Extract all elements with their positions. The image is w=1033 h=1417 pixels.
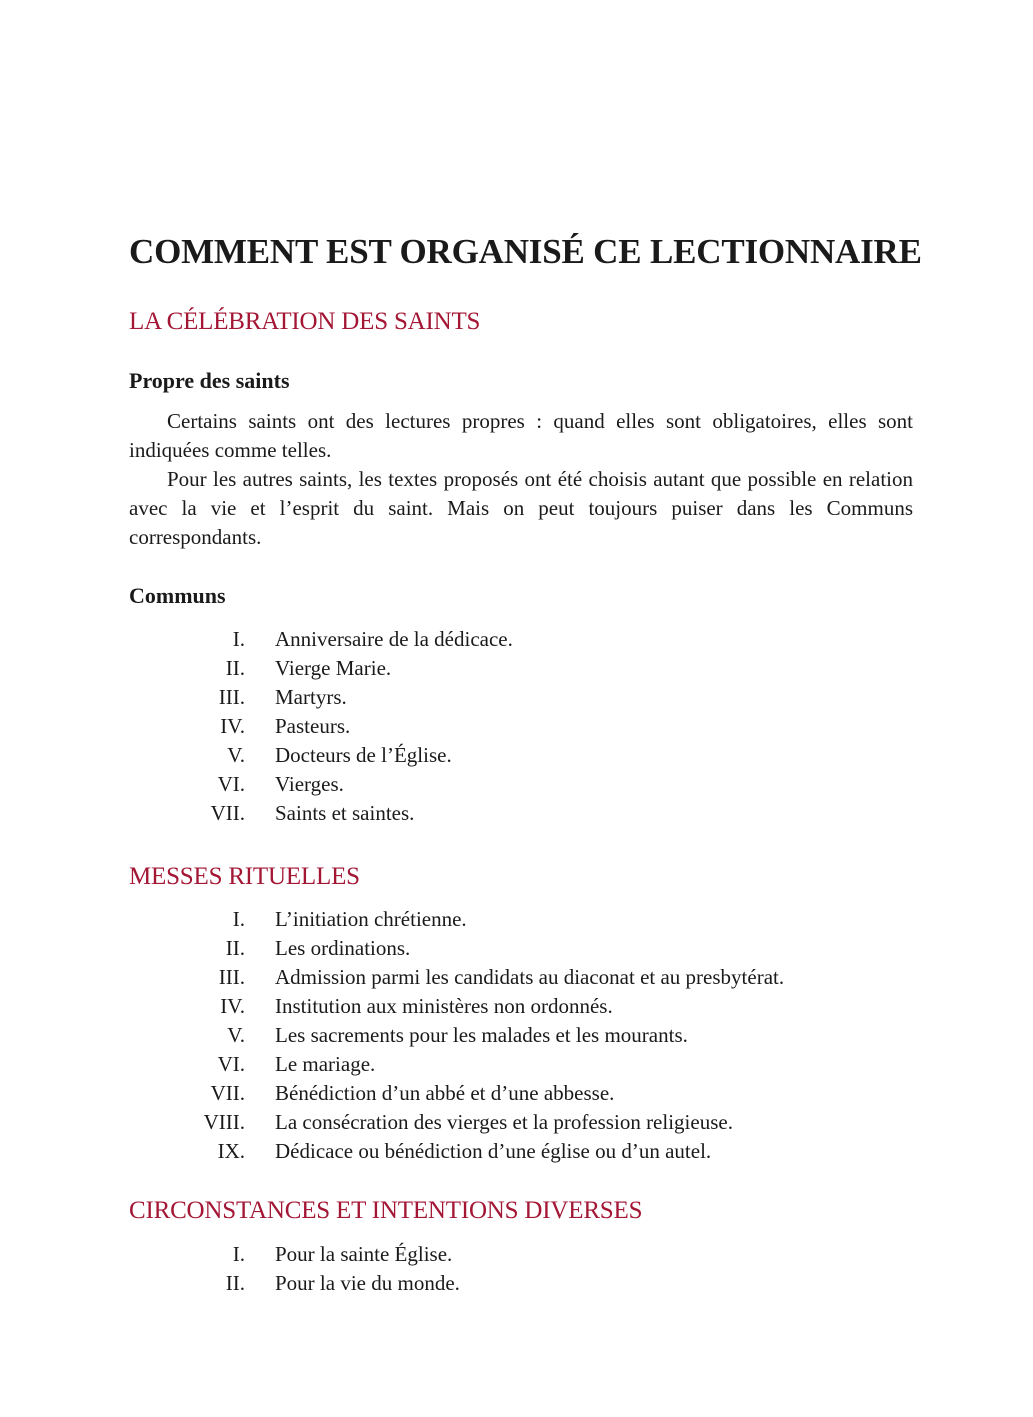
- item-number: II.: [225, 656, 245, 680]
- paragraph: Certains saints ont des lectures propres : quand elles sont obligatoires, elles sont indiquées comme telles.: [129, 409, 913, 462]
- item-label: Vierge Marie.: [275, 656, 392, 680]
- item-number: IV.: [220, 994, 245, 1018]
- circonstances-list: [129, 1240, 913, 1298]
- item-number: I.: [232, 907, 245, 931]
- page-title: COMMENT EST ORGANISÉ CE LECTIONNAIRE: [129, 232, 922, 271]
- subheading-communs: Communs: [129, 583, 226, 608]
- list-item: [129, 683, 913, 712]
- section-heading-circonstances: CIRCONSTANCES ET INTENTIONS DIVERSES: [129, 1197, 643, 1224]
- item-label: Les ordinations.: [275, 936, 411, 960]
- item-label: Admission parmi les candidats au diaconat et au presbytérat.: [275, 965, 785, 989]
- rituelles-list: [129, 905, 913, 1166]
- item-label: Pour la sainte Église.: [275, 1242, 453, 1266]
- item-label: La consécration des vierges et la profession religieuse.: [275, 1110, 733, 1134]
- list-item: [129, 963, 913, 992]
- item-label: Bénédiction d’un abbé et d’une abbesse.: [275, 1081, 615, 1105]
- item-label: Le mariage.: [275, 1052, 376, 1076]
- list-item: [129, 1021, 913, 1050]
- list-item: [129, 1050, 913, 1079]
- list-item: [129, 992, 913, 1021]
- page: [129, 232, 922, 1298]
- item-number: I.: [232, 627, 245, 651]
- item-number: V.: [227, 1023, 245, 1047]
- subheading-propre: Propre des saints: [129, 368, 290, 393]
- item-number: VI.: [217, 1052, 245, 1076]
- section-heading-rituelles: MESSES RITUELLES: [129, 863, 360, 890]
- item-number: VII.: [210, 801, 245, 825]
- item-number: II.: [225, 936, 245, 960]
- list-item: [129, 1269, 913, 1298]
- item-label: Institution aux ministères non ordonnés.: [275, 994, 613, 1018]
- item-number: IV.: [220, 714, 245, 738]
- list-item: [129, 1079, 913, 1108]
- list-item: [129, 1108, 913, 1137]
- item-number: VII.: [210, 1081, 245, 1105]
- list-item: [129, 934, 913, 963]
- item-number: III.: [218, 685, 245, 709]
- list-item: [129, 1240, 913, 1269]
- list-item: [129, 712, 913, 741]
- item-label: Pasteurs.: [275, 714, 351, 738]
- list-item: [129, 741, 913, 770]
- item-number: II.: [225, 1271, 245, 1295]
- communs-list: [129, 625, 913, 828]
- list-item: [129, 799, 913, 828]
- item-label: Les sacrements pour les malades et les mourants.: [275, 1023, 688, 1047]
- item-label: Saints et saintes.: [275, 801, 415, 825]
- item-number: IX.: [217, 1139, 245, 1163]
- list-item: [129, 1137, 913, 1166]
- list-item: [129, 770, 913, 799]
- item-label: Dédicace ou bénédiction d’une église ou d’un autel.: [275, 1139, 712, 1163]
- list-item: [129, 905, 913, 934]
- item-number: III.: [218, 965, 245, 989]
- item-label: Martyrs.: [275, 685, 347, 709]
- item-label: Anniversaire de la dédicace.: [275, 627, 513, 651]
- item-number: V.: [227, 743, 245, 767]
- section-heading-celebration: LA CÉLÉBRATION DES SAINTS: [129, 308, 481, 335]
- item-number: VI.: [217, 772, 245, 796]
- list-item: [129, 654, 913, 683]
- item-label: Pour la vie du monde.: [275, 1271, 460, 1295]
- item-number: VIII.: [203, 1110, 245, 1134]
- item-number: I.: [232, 1242, 245, 1266]
- list-item: [129, 625, 913, 654]
- item-label: Vierges.: [275, 772, 344, 796]
- paragraph: Pour les autres saints, les textes proposés ont été choisis autant que possible en relation avec la vie et l’esprit du saint. Mais on peut toujours puiser dans les Communs correspondants.: [129, 467, 913, 549]
- item-label: Docteurs de l’Église.: [275, 743, 452, 767]
- item-label: L’initiation chrétienne.: [275, 907, 467, 931]
